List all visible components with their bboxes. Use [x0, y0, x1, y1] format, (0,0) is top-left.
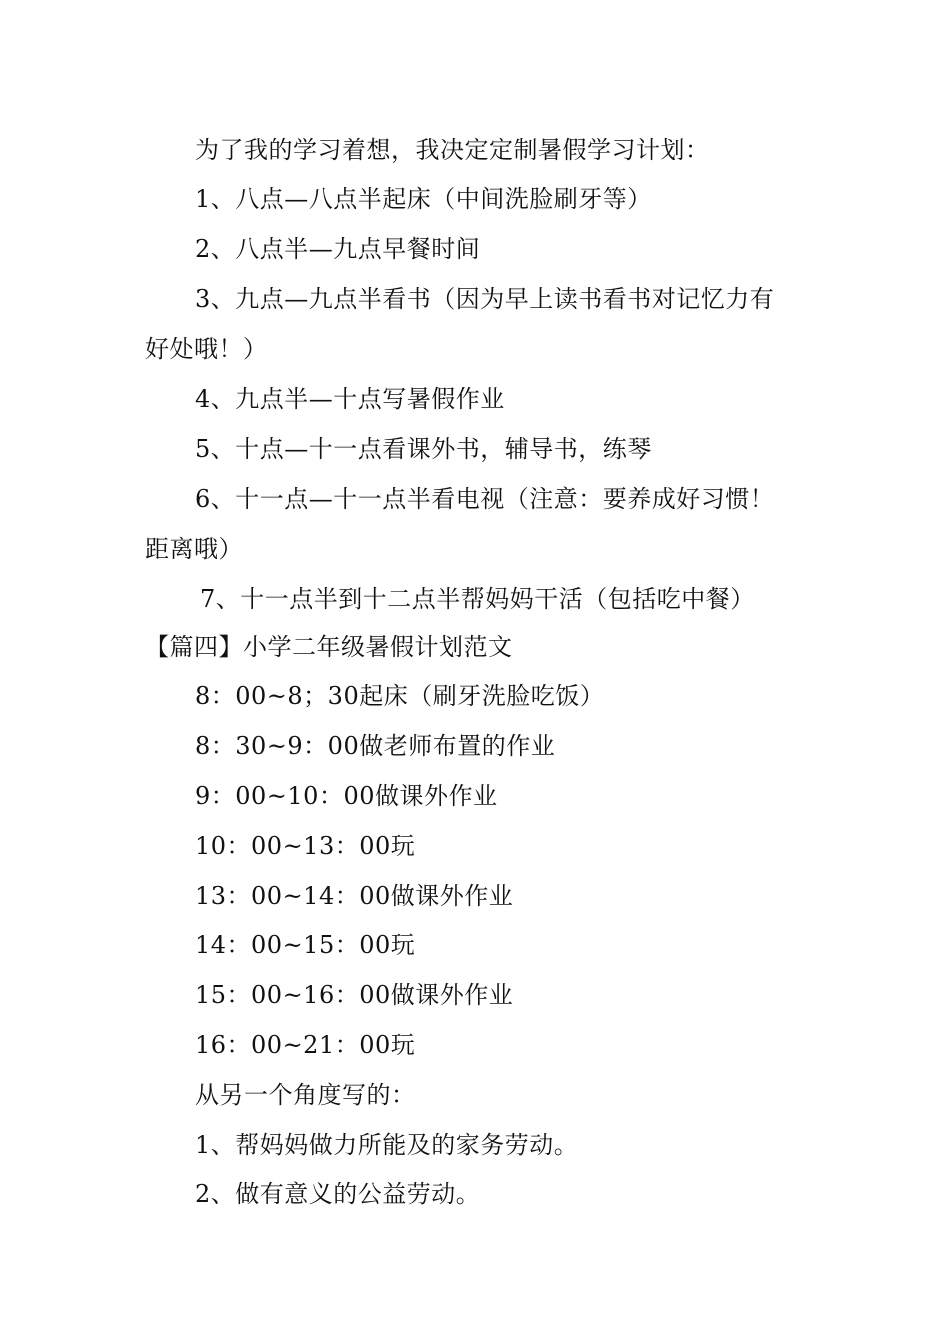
plan-item-3-cont: 好处哦！）	[145, 335, 268, 363]
section-heading: 【篇四】小学二年级暑假计划范文	[145, 633, 513, 661]
schedule-row: 10：00~13：00玩	[195, 832, 416, 860]
plan-item-6-cont: 距离哦）	[145, 535, 243, 563]
schedule-row: 9：00~10：00做课外作业	[195, 782, 498, 810]
schedule-row: 13：00~14：00做课外作业	[195, 882, 514, 910]
plan-item-2: 2、八点半—九点早餐时间	[195, 235, 481, 263]
plan-item-6: 6、十一点—十一点半看电视（注意：要养成好习惯！	[195, 485, 775, 513]
alt-item-2: 2、做有意义的公益劳动。	[195, 1180, 481, 1208]
intro-paragraph: 为了我的学习着想，我决定定制暑假学习计划：	[195, 136, 710, 164]
schedule-row: 16：00~21：00玩	[195, 1031, 416, 1059]
schedule-row: 15：00~16：00做课外作业	[195, 981, 514, 1009]
schedule-row: 8：30~9：00做老师布置的作业	[195, 732, 556, 760]
alt-item-1: 1、帮妈妈做力所能及的家务劳动。	[195, 1131, 579, 1159]
plan-item-7: 7、十一点半到十二点半帮妈妈干活（包括吃中餐）	[200, 585, 755, 613]
plan-item-3: 3、九点—九点半看书（因为早上读书看书对记忆力有	[195, 285, 775, 313]
plan-item-1: 1、八点—八点半起床（中间洗脸刷牙等）	[195, 185, 652, 213]
schedule-row: 8：00~8；30起床（刷牙洗脸吃饭）	[195, 682, 605, 710]
plan-item-4: 4、九点半—十点写暑假作业	[195, 385, 505, 413]
plan-item-5: 5、十点—十一点看课外书，辅导书，练琴	[195, 435, 652, 463]
schedule-row: 14：00~15：00玩	[195, 931, 416, 959]
alt-angle-heading: 从另一个角度写的：	[195, 1081, 416, 1109]
